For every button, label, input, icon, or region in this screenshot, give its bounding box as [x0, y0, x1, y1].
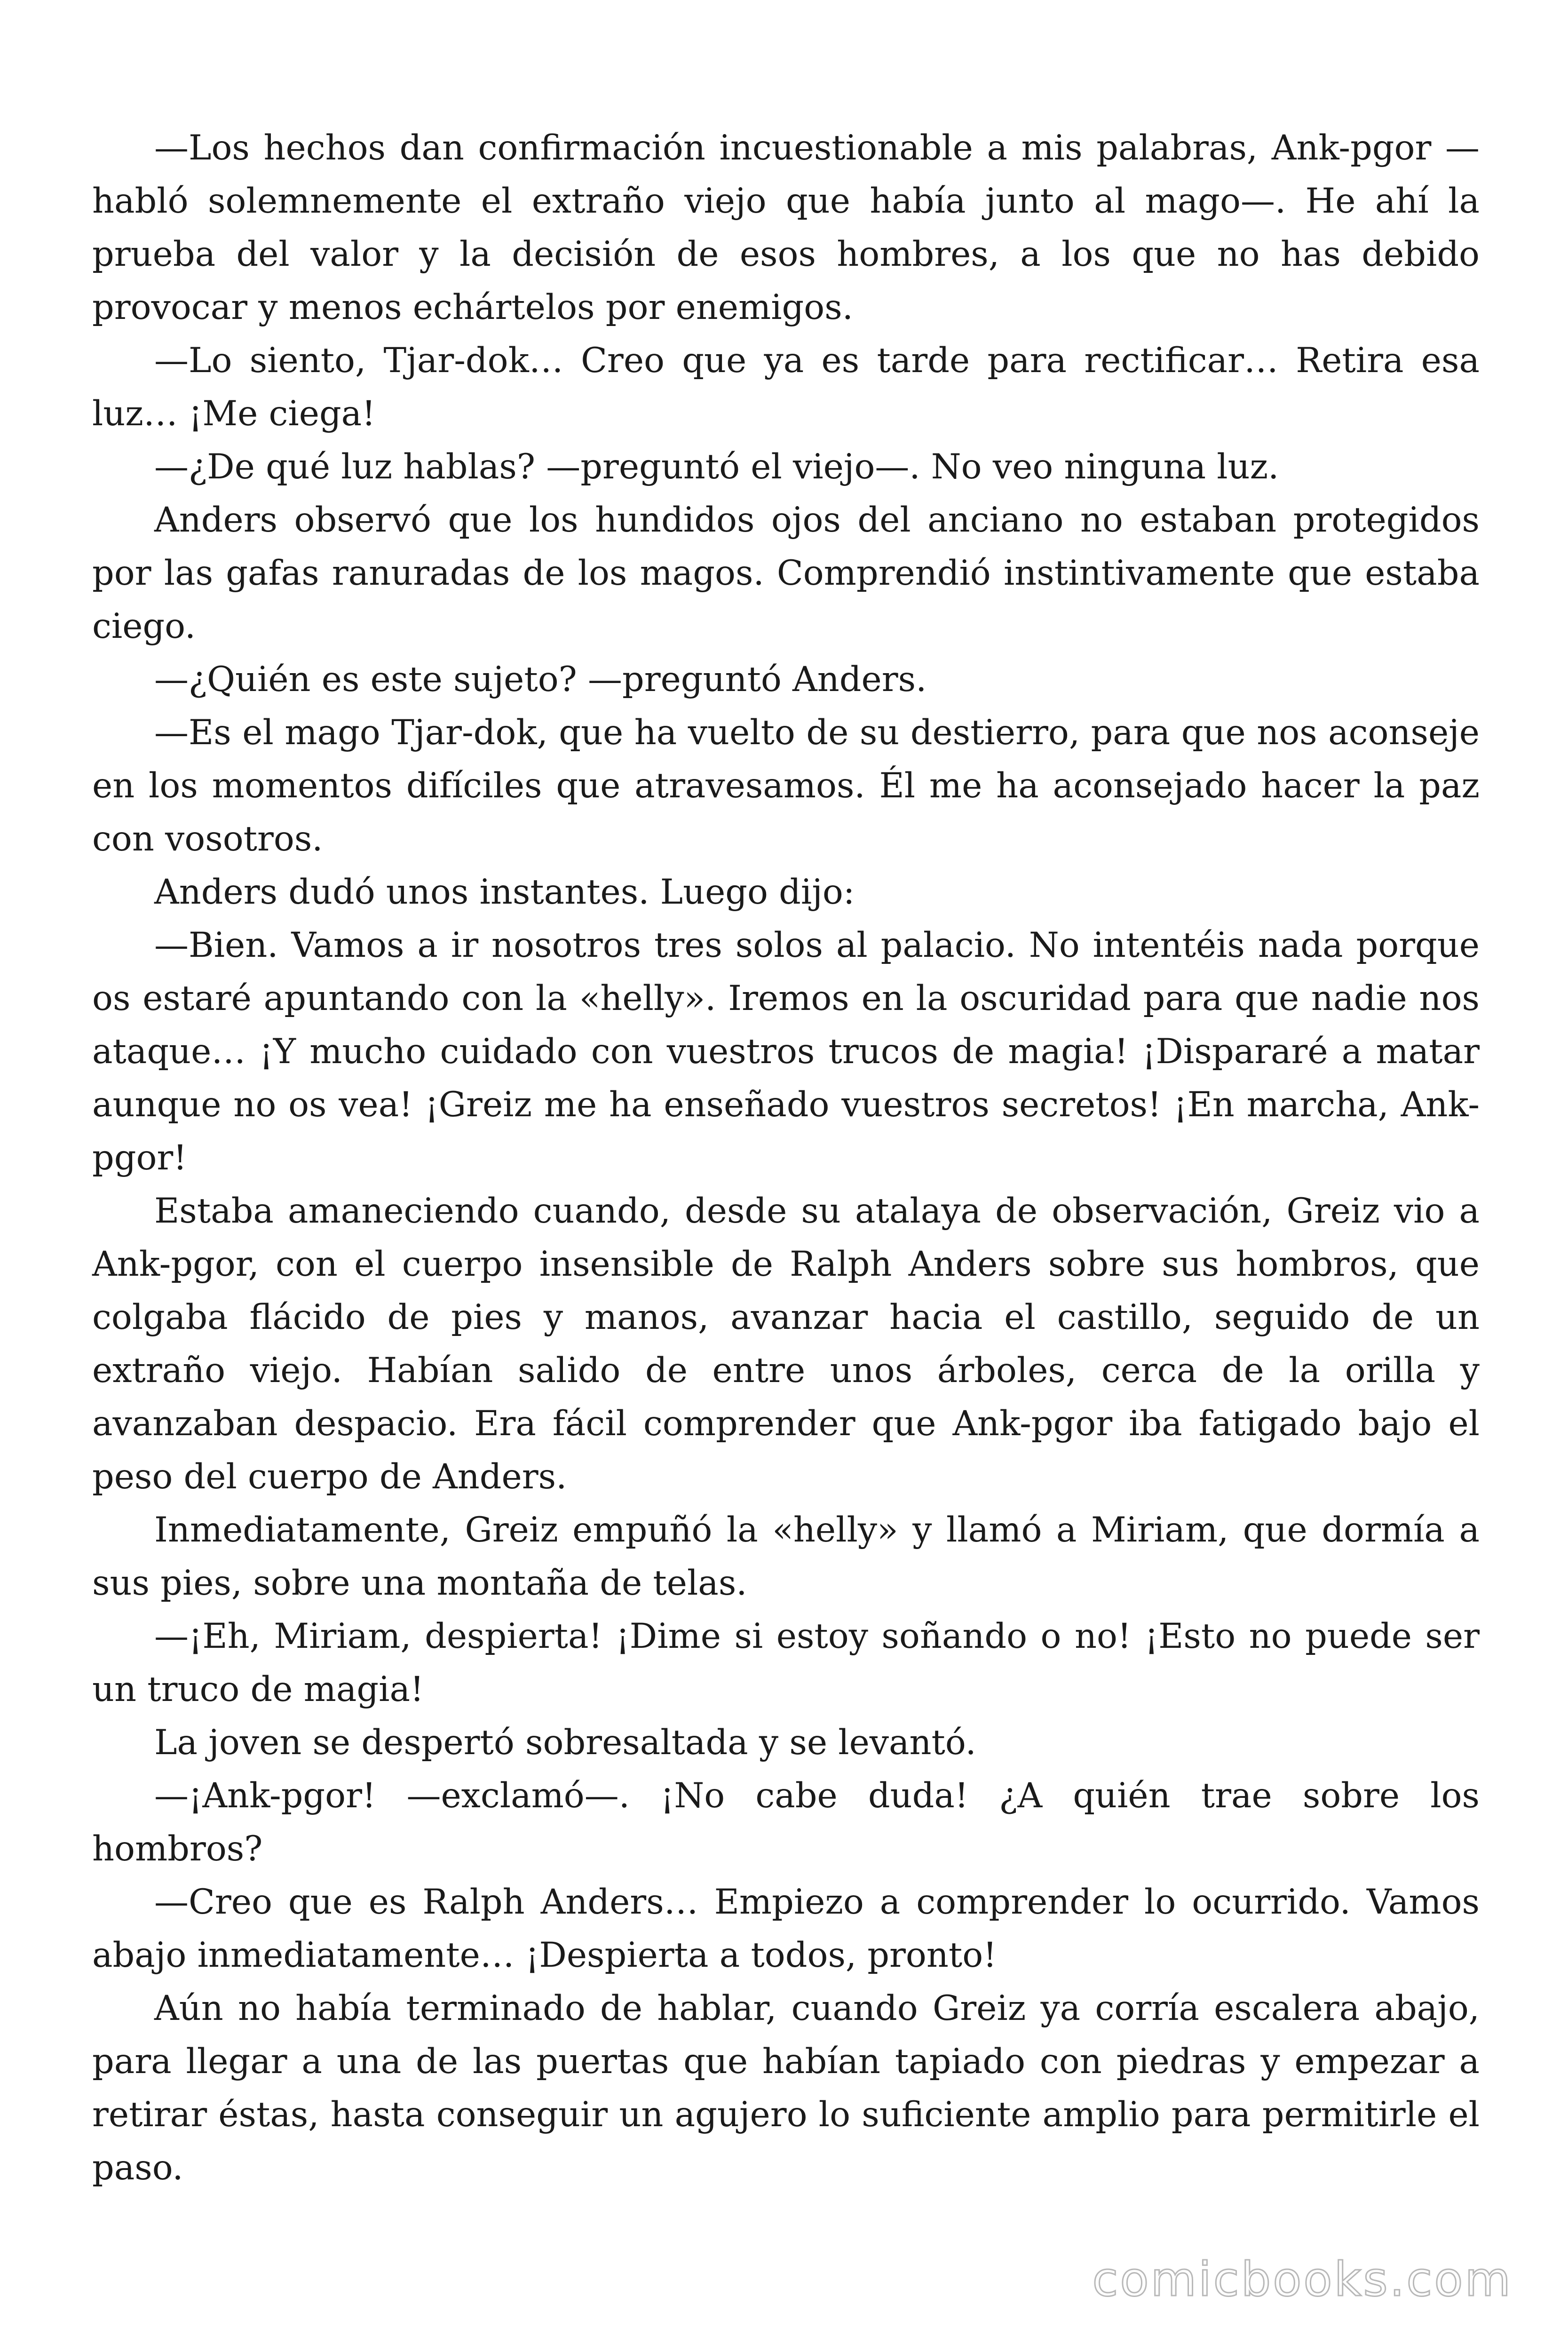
paragraph: —¿De qué luz hablas? —preguntó el viejo—. No veo ninguna luz.: [154, 447, 1279, 487]
paragraph: —Creo que es Ralph Anders… Empiezo a comprender lo ocurrido. Vamos abajo inmediatamente… ¡Despierta a todos, pronto!: [92, 1882, 1480, 1975]
paragraph: —Lo siento, Tjar-dok… Creo que ya es tarde para rectificar… Retira esa luz… ¡Me ciega!: [92, 341, 1480, 434]
paragraph: —Los hechos dan confirmación incuestionable a mis palabras, Ank-pgor —habló solemnemente el extraño viejo que había junto al mago—. He ahí la prueba del valor y la decisión de esos hombres, a los que no has debido provocar y menos echártelos por enemigos.: [92, 128, 1480, 327]
paragraph: —¿Quién es este sujeto? —preguntó Anders.: [154, 660, 927, 699]
paragraph: La joven se despertó sobresaltada y se levantó.: [154, 1723, 976, 1763]
text-column: [92, 121, 1480, 2194]
paragraph: —¡Ank-pgor! —exclamó—. ¡No cabe duda! ¿A quién trae sobre los hombros?: [92, 1776, 1480, 1869]
watermark: comicbooks.com: [1092, 2252, 1513, 2307]
paragraph: —¡Eh, Miriam, despierta! ¡Dime si estoy soñando o no! ¡Esto no puede ser un truco de magia!: [92, 1616, 1480, 1709]
paragraph: Aún no había terminado de hablar, cuando Greiz ya corría escalera abajo, para llegar a una de las puertas que habían tapiado con piedras y empezar a retirar éstas, hasta conseguir un agujero lo suficiente amplio para permitirle el paso.: [92, 1988, 1480, 2188]
paragraph: Anders dudó unos instantes. Luego dijo:: [154, 872, 855, 912]
paragraph: —Es el mago Tjar-dok, que ha vuelto de su destierro, para que nos aconseje en los momentos difíciles que atravesamos. Él me ha aconsejado hacer la paz con vosotros.: [92, 713, 1480, 859]
paragraph: Inmediatamente, Greiz empuñó la «helly» y llamó a Miriam, que dormía a sus pies, sobre una montaña de telas.: [92, 1510, 1480, 1603]
paragraph: Anders observó que los hundidos ojos del anciano no estaban protegidos por las gafas ranuradas de los magos. Comprendió instintivamente que estaba ciego.: [92, 500, 1480, 646]
paragraph: —Bien. Vamos a ir nosotros tres solos al palacio. No intentéis nada porque os estaré apuntando con la «helly». Iremos en la oscuridad para que nadie nos ataque… ¡Y mucho cuidado con vuestros trucos de magia! ¡Dispararé a matar aunque no os vea! ¡Greiz me ha enseñado vuestros secretos! ¡En marcha, Ank-pgor!: [92, 925, 1480, 1178]
paragraph: Estaba amaneciendo cuando, desde su atalaya de observación, Greiz vio a Ank-pgor, con el cuerpo insensible de Ralph Anders sobre sus hombros, que colgaba flácido de pies y manos, avanzar hacia el castillo, seguido de un extraño viejo. Habían salido de entre unos árboles, cerca de la orilla y avanzaban despacio. Era fácil comprender que Ank-pgor iba fatigado bajo el peso del cuerpo de Anders.: [92, 1191, 1480, 1497]
